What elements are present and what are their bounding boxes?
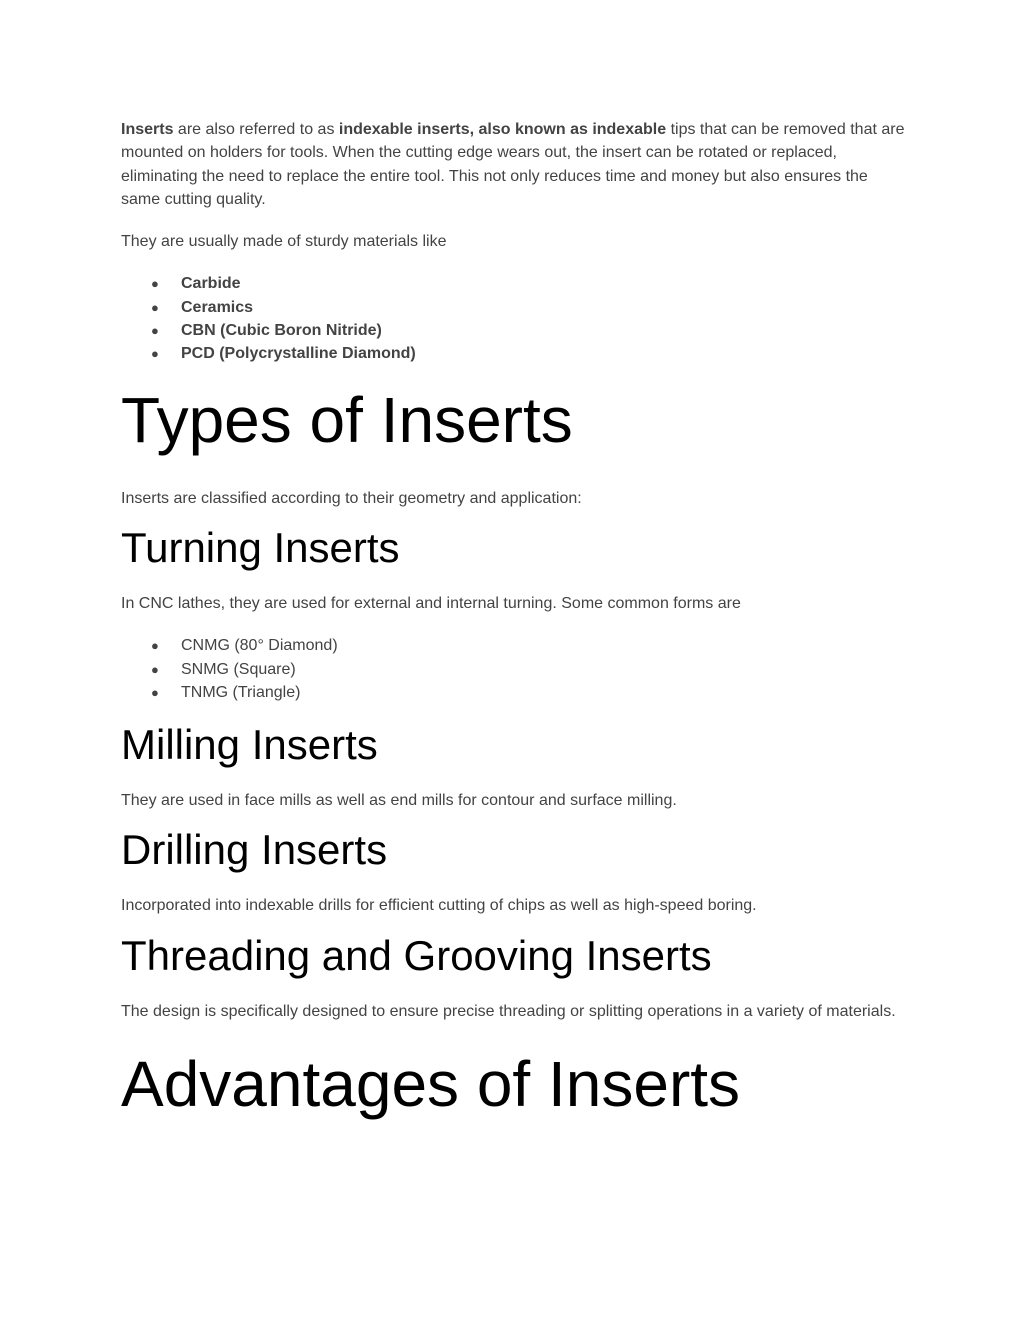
list-item: ● PCD (Polycrystalline Diamond): [121, 342, 906, 365]
turning-forms-list: [121, 634, 906, 704]
intro-paragraph: [121, 118, 906, 211]
bullet-icon: ●: [151, 323, 159, 339]
materials-list: [121, 272, 906, 365]
heading-types-of-inserts: Types of Inserts: [121, 383, 573, 456]
bullet-icon: ●: [151, 638, 159, 654]
heading-advantages-of-inserts: Advantages of Inserts: [121, 1048, 741, 1121]
milling-text: They are used in face mills as well as end mills for contour and surface milling.: [121, 792, 677, 810]
list-item: ● SNMG (Square): [121, 658, 906, 681]
list-item: ● CBN (Cubic Boron Nitride): [121, 319, 906, 342]
heading-threading-grooving-inserts: Threading and Grooving Inserts: [121, 931, 712, 979]
bullet-icon: ●: [151, 684, 159, 700]
drilling-text: Incorporated into indexable drills for efficient cutting of chips as well as high-speed boring.: [121, 897, 757, 915]
intro-term-inserts: Inserts: [121, 121, 174, 138]
intro-term-indexable: indexable inserts, also known as indexable: [338, 121, 667, 138]
bullet-icon: ●: [151, 346, 159, 362]
list-item: ● CNMG (80° Diamond): [121, 634, 906, 657]
heading-milling-inserts: Milling Inserts: [121, 721, 378, 769]
heading-drilling-inserts: Drilling Inserts: [121, 826, 388, 874]
materials-lead: They are usually made of sturdy materials like: [121, 233, 447, 251]
turning-lead: In CNC lathes, they are used for external and internal turning. Some common forms are: [121, 594, 741, 612]
threading-text: The design is specifically designed to ensure precise threading or splitting operations in a variety of materials.: [121, 1002, 896, 1020]
heading-turning-inserts: Turning Inserts: [121, 523, 400, 571]
list-item: ● Ceramics: [121, 296, 906, 319]
intro-text-2: tips that can be removed that are mounted on holders for tools. When the cutting edge wears out, the insert can be rotated or replaced, eliminating the need to replace the entire tool. This not only reduces time and money but also ensures the same cutting quality.: [121, 121, 905, 208]
bullet-icon: ●: [151, 276, 159, 292]
bullet-icon: ●: [151, 661, 159, 677]
document-page: [121, 118, 906, 1120]
types-lead: Inserts are classified according to their geometry and application:: [121, 489, 582, 507]
list-item: ● Carbide: [121, 272, 906, 295]
intro-text-1: are also referred to as: [173, 121, 339, 138]
bullet-icon: ●: [151, 299, 159, 315]
list-item: ● TNMG (Triangle): [121, 681, 906, 704]
